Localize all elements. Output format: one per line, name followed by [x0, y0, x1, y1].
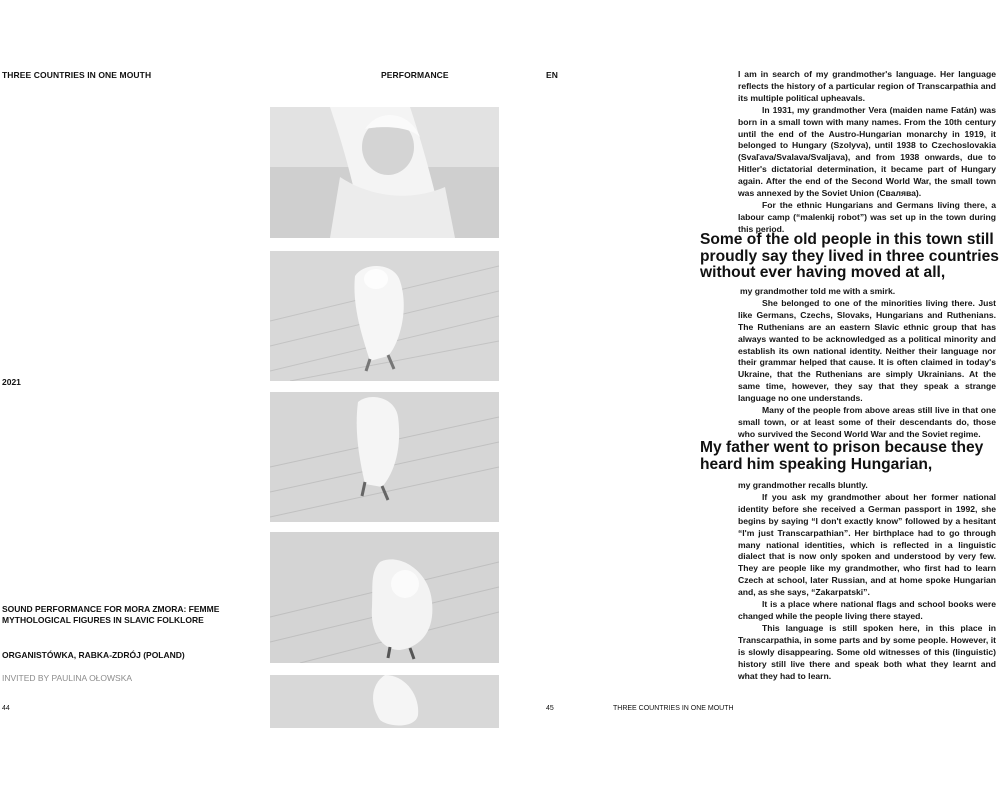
performance-photo-3 [270, 392, 499, 522]
paragraph: For the ethnic Hungarians and Germans living there, a labour camp (“malenkij robot”) was set up in the town during this period. [738, 199, 996, 234]
running-title: THREE COUNTRIES IN ONE MOUTH [2, 70, 152, 80]
page-number-right: 45 [546, 705, 554, 712]
paragraph: my grandmother told me with a smirk. [740, 286, 896, 296]
paragraph: In 1931, my grandmother Vera (maiden name Fatán) was born in a small town with many names. From the 10th century until the end of the Austro-Hungarian monarchy in 1919, it belonged to Hungary (Szolyva), until 1938 to Czechoslovakia (Svaľava/Svalava/Svaljava), and from 1938 onwards, due to Hitler's dictatorial determination, it became part of Hungary again. After the end of the Second World War, the small town was annexed by the Soviet Union (Свалява). [738, 104, 996, 199]
pull-quote-1: Some of the old people in this town still proudly say they lived in three countries without ever having moved at all, [700, 231, 999, 282]
body-text-block-3 [738, 480, 996, 682]
performance-photo-5 [270, 675, 499, 728]
performance-photo-2 [270, 251, 499, 381]
year: 2021 [2, 377, 21, 387]
body-text-block-1 [738, 69, 996, 236]
section-label: PERFORMANCE [381, 70, 449, 80]
performance-photo-4 [270, 532, 499, 663]
work-title: SOUND PERFORMANCE FOR MORA ZMORA: FEMME MYTHOLOGICAL FIGURES IN SLAVIC FOLKLORE [2, 604, 220, 625]
paragraph: Many of the people from above areas still live in that one small town, or at least some of their descendants do, those who survived the Second World War and the Soviet regime. [738, 405, 996, 439]
paragraph: I am in search of my grandmother's language. Her language reflects the history of a particular region of Transcarpathia and its multiple political upheavals. [738, 69, 996, 103]
invited-by: INVITED BY PAULINA OŁOWSKA [2, 673, 133, 683]
paragraph: This language is still spoken here, in this place in Transcarpathia, in some parts and by some people. However, it is slowly disappearing. Some old witnesses of this (linguistic) history still live there and speak both what they learnt and what they had to learn. [738, 622, 996, 681]
paragraph: She belonged to one of the minorities living there. Just like Germans, Czechs, Slovaks, Hungarians and Ruthenians. The Ruthenians are an eastern Slavic ethnic group that has always wanted to be acknowledged as a political minority and establish its own national identity. Neither their language nor their grammar helped that cause. It is often claimed in today's Ukraine, that the Ruthenians are simply Ukrainians. At the same time, however, they say that they speak a strange language no one understands. [738, 297, 996, 404]
footer-running-title: THREE COUNTRIES IN ONE MOUTH [613, 705, 734, 712]
venue: ORGANISTÓWKA, RABKA-ZDRÓJ (POLAND) [2, 650, 185, 660]
body-text-block-2 [738, 286, 996, 441]
language-label: EN [546, 70, 559, 80]
page-number-left: 44 [2, 705, 10, 712]
paragraph: It is a place where national flags and school books were changed while the people living there stayed. [738, 599, 996, 621]
paragraph: my grandmother recalls bluntly. [738, 480, 868, 490]
paragraph: If you ask my grandmother about her former national identity before she received a German passport in 1992, she begins by saying “I don't exactly know” followed by a hesitant “I'm just Transcarpathian”. Her birthplace had to go through many national identities, which is reflected in a linguistic dialect that is now only spoken and understood by very few. They are people like my grandmother, who first had to learn Czech at school, later Russian, and at home spoke Hungarian and, as she says, “Zakarpatski”. [738, 491, 996, 598]
pull-quote-2: My father went to prison because they heard him speaking Hungarian, [700, 439, 984, 473]
performance-photo-1 [270, 107, 499, 238]
